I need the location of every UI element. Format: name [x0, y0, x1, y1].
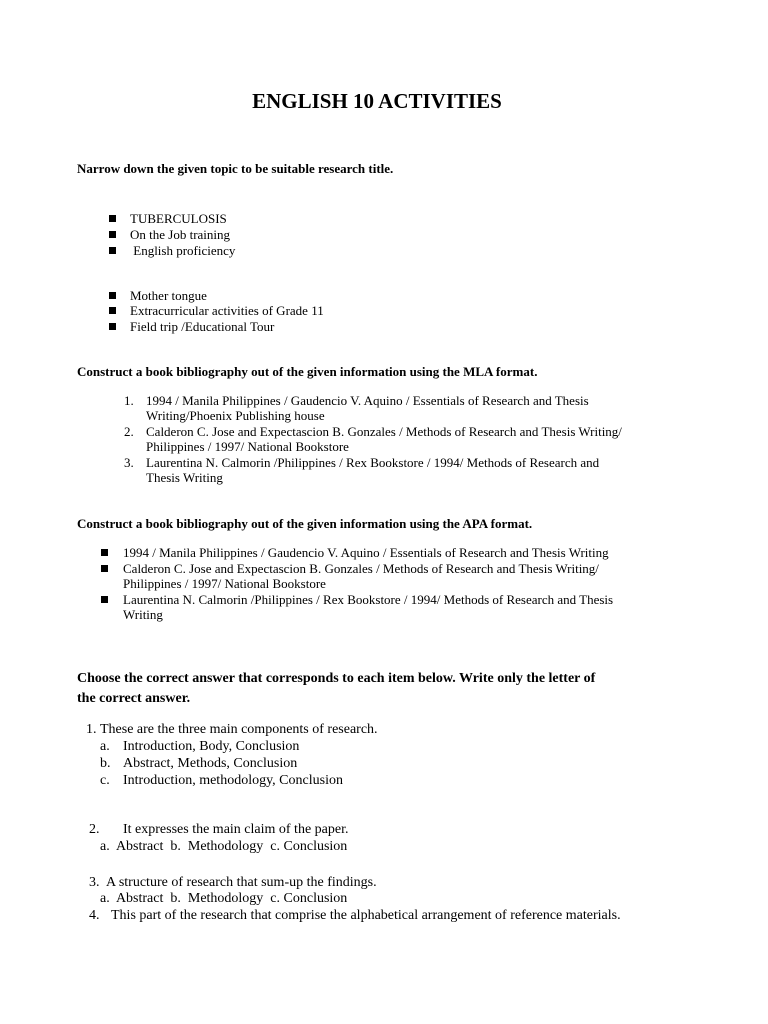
bullet-square-icon [101, 565, 108, 572]
question-text: These are the three main components of research. [100, 722, 378, 737]
bullet-square-icon [101, 549, 108, 556]
question-text: It expresses the main claim of the paper. [123, 822, 349, 837]
topic-item: Extracurricular activities of Grade 11 [130, 303, 324, 318]
list-item-line: Thesis Writing [146, 470, 223, 485]
option-letter: c. [100, 773, 110, 788]
section4-instruction-line2: the correct answer. [77, 691, 191, 706]
list-item-line: Writing [123, 607, 163, 622]
question-text: This part of the research that comprise the alphabetical arrangement of reference materials. [111, 908, 621, 923]
list-item-line: Philippines / 1997/ National Bookstore [146, 439, 349, 454]
list-item-line: Writing/Phoenix Publishing house [146, 408, 325, 423]
options-inline: a. Abstract b. Methodology c. Conclusion [100, 839, 348, 854]
options-inline: a. Abstract b. Methodology c. Conclusion [100, 891, 348, 906]
option-text: Introduction, methodology, Conclusion [123, 773, 343, 788]
bullet-square-icon [109, 307, 116, 314]
topic-item: Mother tongue [130, 288, 207, 303]
topic-item: On the Job training [130, 227, 231, 242]
option-text: Abstract, Methods, Conclusion [123, 756, 298, 771]
option-letter: b. [100, 756, 111, 771]
list-number: 3. [124, 455, 134, 470]
topic-item: Field trip /Educational Tour [130, 319, 275, 334]
question-number: 1. [86, 722, 97, 737]
question-number: 3. [89, 875, 100, 890]
option-letter: a. [100, 739, 110, 754]
list-number: 1. [124, 393, 134, 408]
bullet-square-icon [101, 596, 108, 603]
section2-instruction: Construct a book bibliography out of the given information using the MLA format. [77, 364, 538, 379]
bullet-square-icon [109, 323, 116, 330]
list-item-line: Calderon C. Jose and Expectascion B. Gonzales / Methods of Research and Thesis Writing/ [146, 424, 622, 439]
topic-item: TUBERCULOSIS [130, 211, 227, 226]
list-item-line: 1994 / Manila Philippines / Gaudencio V. Aquino / Essentials of Research and Thesis Writing [123, 545, 609, 560]
section3-instruction: Construct a book bibliography out of the given information using the APA format. [77, 516, 533, 531]
section1-instruction: Narrow down the given topic to be suitable research title. [77, 161, 394, 176]
topic-item: English proficiency [130, 243, 236, 258]
list-item-line: Laurentina N. Calmorin /Philippines / Rex Bookstore / 1994/ Methods of Research and [146, 455, 600, 470]
bullet-square-icon [109, 292, 116, 299]
list-item-line: Calderon C. Jose and Expectascion B. Gonzales / Methods of Research and Thesis Writing/ [123, 561, 599, 576]
section4-instruction-line1: Choose the correct answer that corresponds to each item below. Write only the letter of [77, 671, 596, 686]
page-title: ENGLISH 10 ACTIVITIES [252, 89, 502, 113]
question-number: 4. [89, 908, 100, 923]
list-item-line: Laurentina N. Calmorin /Philippines / Rex Bookstore / 1994/ Methods of Research and Thesis [123, 592, 614, 607]
question-number: 2. [89, 822, 100, 837]
question-text: A structure of research that sum-up the findings. [106, 875, 377, 890]
list-number: 2. [124, 424, 134, 439]
bullet-square-icon [109, 231, 116, 238]
list-item-line: Philippines / 1997/ National Bookstore [123, 576, 326, 591]
list-item-line: 1994 / Manila Philippines / Gaudencio V. Aquino / Essentials of Research and Thesis [146, 393, 589, 408]
option-text: Introduction, Body, Conclusion [123, 739, 300, 754]
bullet-square-icon [109, 215, 116, 222]
bullet-square-icon [109, 247, 116, 254]
